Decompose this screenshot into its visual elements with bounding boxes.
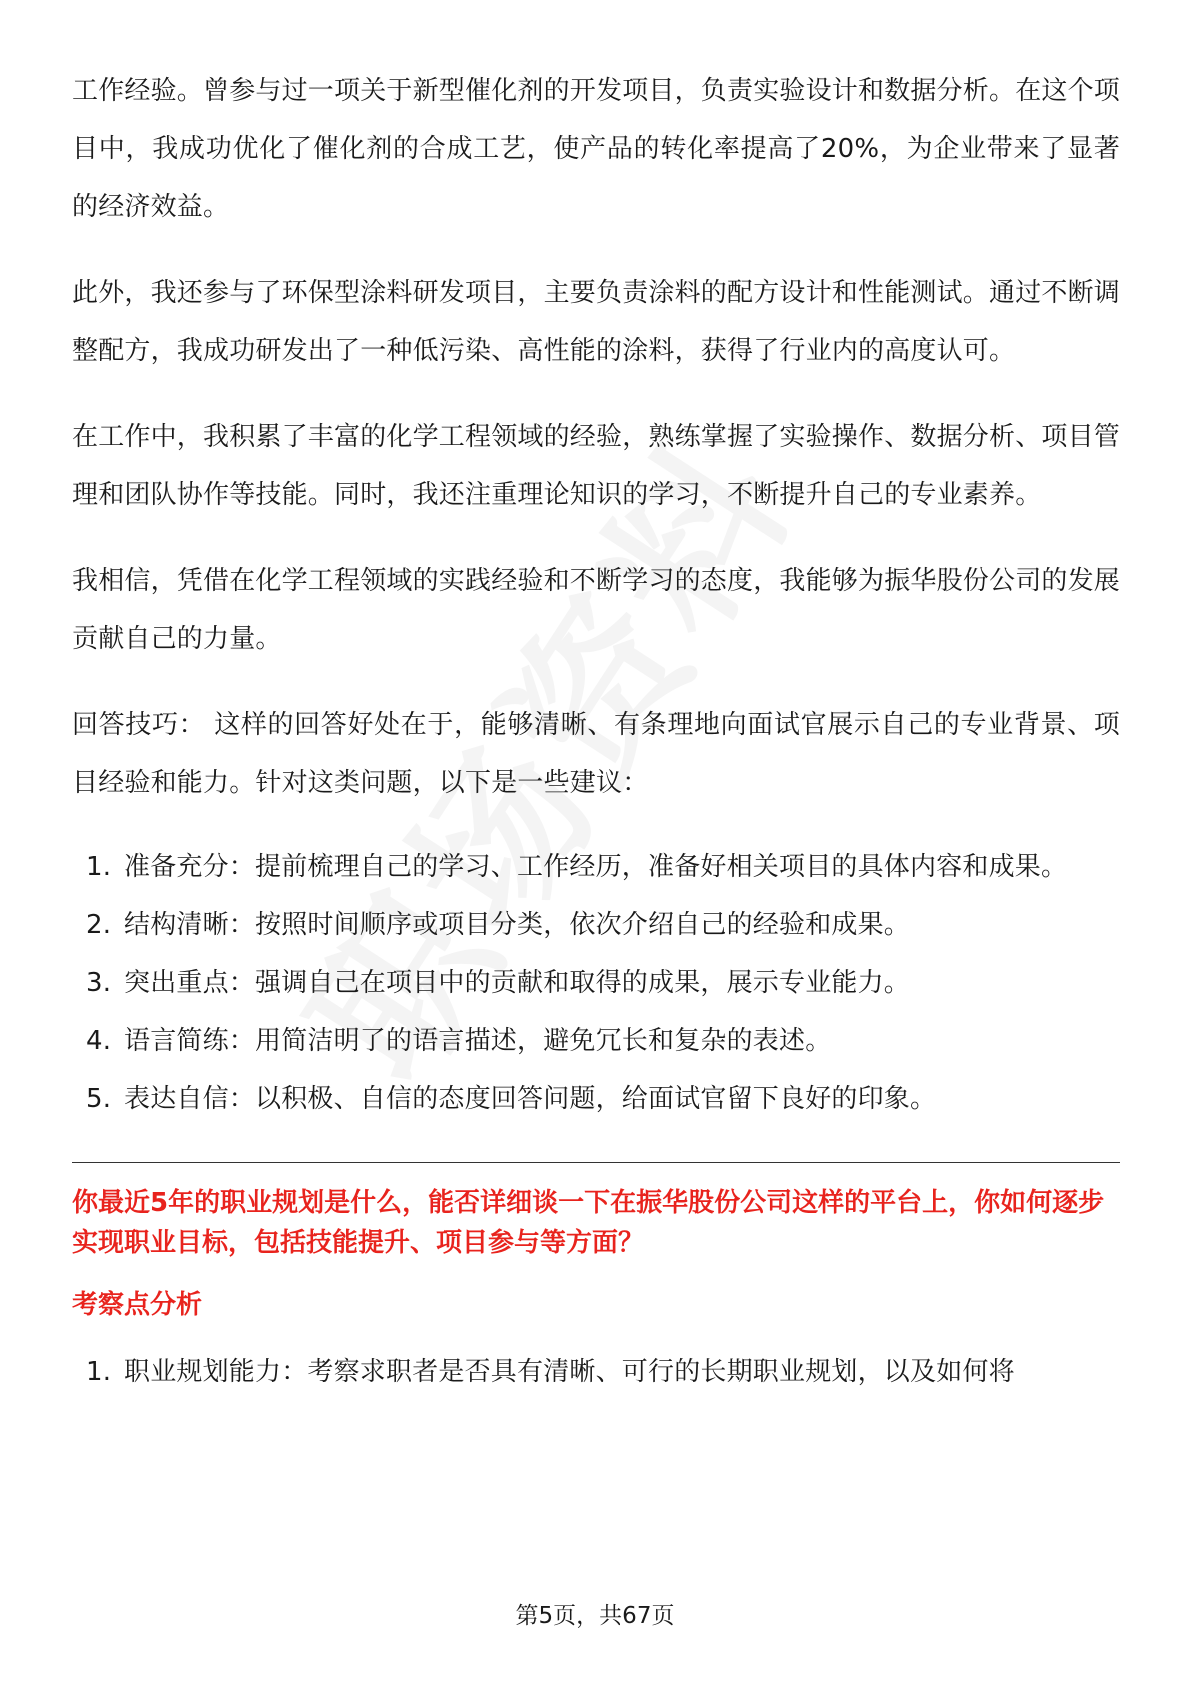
tips-list (72, 838, 1120, 1128)
list-item (72, 1070, 1120, 1128)
question-heading: 你最近5年的职业规划是什么，能否详细谈一下在振华股份公司这样的平台上，你如何逐步实现职业目标，包括技能提升、项目参与等方面？ (72, 1188, 1105, 1258)
paragraph-4: 我相信，凭借在化学工程领域的实践经验和不断学习的态度，我能够为振华股份公司的发展贡献自己的力量。 (72, 566, 1121, 654)
list-text: 语言简练：用简洁明了的语言描述，避免冗长和复杂的表述。 (124, 1026, 832, 1056)
list-number: 1. (86, 852, 112, 882)
list-number: 3. (86, 968, 112, 998)
paragraph-1: 工作经验。曾参与过一项关于新型催化剂的开发项目，负责实验设计和数据分析。在这个项目中，我成功优化了催化剂的合成工艺，使产品的转化率提高了20%，为企业带来了显著的经济效益。 (72, 76, 1121, 222)
list-item (72, 838, 1120, 896)
list-text: 准备充分：提前梳理自己的学习、工作经历，准备好相关项目的具体内容和成果。 (124, 852, 1068, 882)
analysis-heading: 考察点分析 (72, 1290, 203, 1320)
document-body (72, 62, 1120, 1401)
section-divider (72, 1162, 1120, 1163)
list-item (72, 954, 1120, 1012)
list-number: 5. (86, 1084, 112, 1114)
tips-intro: 回答技巧： 这样的回答好处在于，能够清晰、有条理地向面试官展示自己的专业背景、项目经验和能力。针对这类问题，以下是一些建议： (72, 710, 1121, 798)
list-text: 表达自信：以积极、自信的态度回答问题，给面试官留下良好的印象。 (124, 1084, 937, 1114)
list-number: 4. (86, 1026, 112, 1056)
paragraph-3: 在工作中，我积累了丰富的化学工程领域的经验，熟练掌握了实验操作、数据分析、项目管理和团队协作等技能。同时，我还注重理论知识的学习，不断提升自己的专业素养。 (72, 422, 1121, 510)
list-text: 结构清晰：按照时间顺序或项目分类，依次介绍自己的经验和成果。 (124, 910, 911, 940)
list-text: 职业规划能力：考察求职者是否具有清晰、可行的长期职业规划，以及如何将 (124, 1357, 1015, 1387)
list-text: 突出重点：强调自己在项目中的贡献和取得的成果，展示专业能力。 (124, 968, 911, 998)
list-item (72, 896, 1120, 954)
list-item (72, 1012, 1120, 1070)
page-footer: 第5页，共67页 (515, 1603, 675, 1629)
list-number: 2. (86, 910, 112, 940)
list-item (72, 1343, 1120, 1401)
analysis-list (72, 1343, 1120, 1401)
list-number: 1. (86, 1357, 112, 1387)
paragraph-2: 此外，我还参与了环保型涂料研发项目，主要负责涂料的配方设计和性能测试。通过不断调整配方，我成功研发出了一种低污染、高性能的涂料，获得了行业内的高度认可。 (72, 278, 1121, 366)
